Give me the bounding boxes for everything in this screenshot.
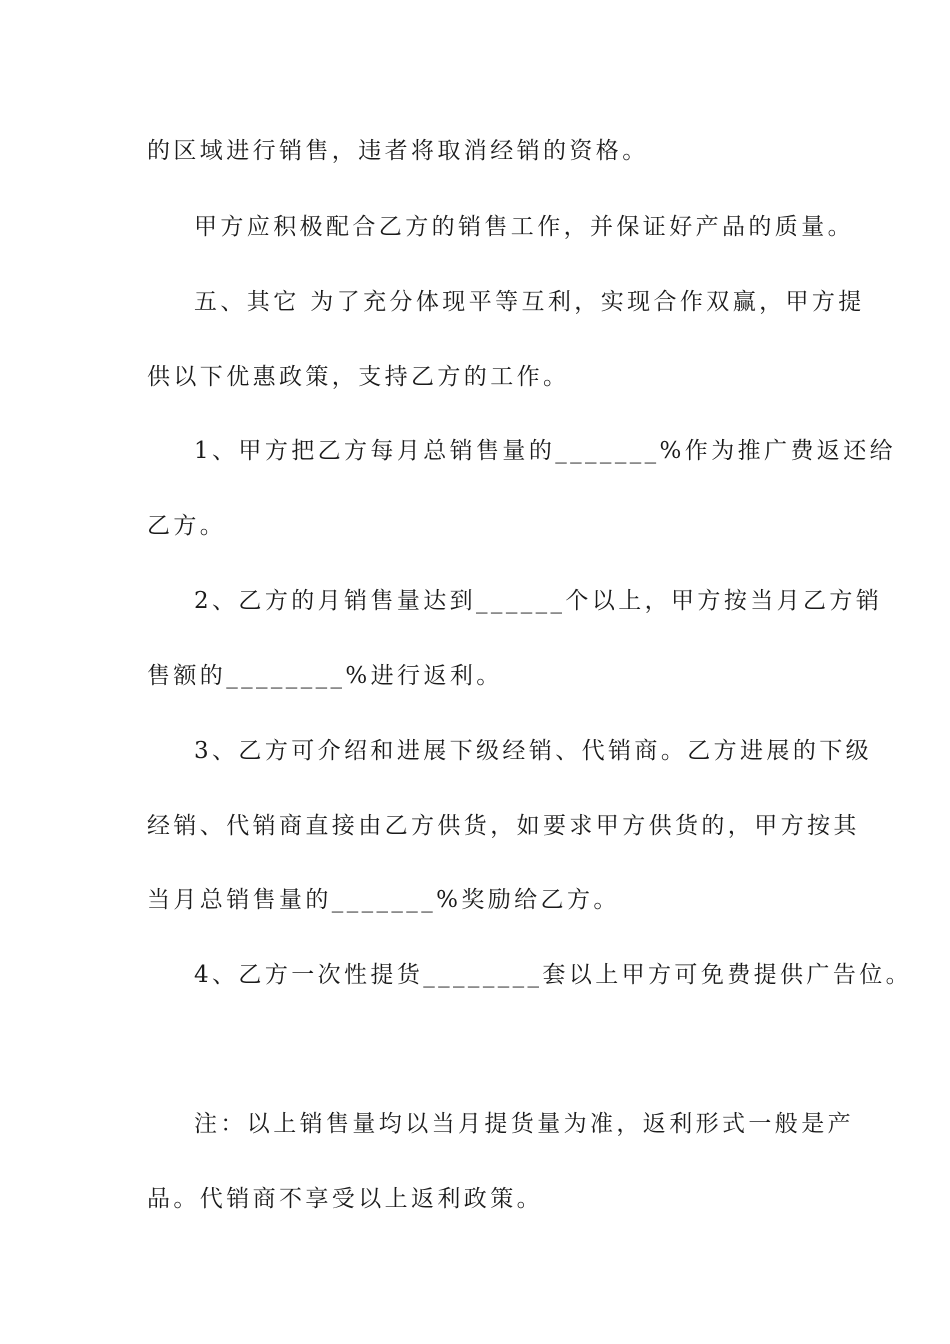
list-item-2-line: 2、乙方的月销售量达到______个以上，甲方按当月乙方销 <box>194 588 883 614</box>
list-item-3-continuation: 经销、代销商直接由乙方供货，如要求甲方供货的，甲方按其 <box>147 813 860 839</box>
section-heading-line: 五、其它 为了充分体现平等互利，实现合作双赢，甲方提 <box>194 289 865 315</box>
paragraph-line: 的区域进行销售，违者将取消经销的资格。 <box>147 138 649 164</box>
note-line: 注：以上销售量均以当月提货量为准，返利形式一般是产 <box>194 1111 854 1137</box>
list-item-4-line: 4、乙方一次性提货________套以上甲方可免费提供广告位。 <box>194 962 913 988</box>
note-continuation: 品。代销商不享受以上返利政策。 <box>147 1186 543 1212</box>
list-item-1-continuation: 乙方。 <box>147 513 227 539</box>
paragraph-line: 甲方应积极配合乙方的销售工作，并保证好产品的质量。 <box>194 214 854 240</box>
list-item-3-continuation: 当月总销售量的_______%奖励给乙方。 <box>147 887 620 913</box>
list-item-2-continuation: 售额的________%进行返利。 <box>147 663 503 689</box>
list-item-3-line: 3、乙方可介绍和进展下级经销、代销商。乙方进展的下级 <box>194 738 873 764</box>
paragraph-line: 供以下优惠政策，支持乙方的工作。 <box>147 364 570 390</box>
list-item-1-line: 1、甲方把乙方每月总销售量的_______%作为推广费返还给 <box>194 438 896 464</box>
